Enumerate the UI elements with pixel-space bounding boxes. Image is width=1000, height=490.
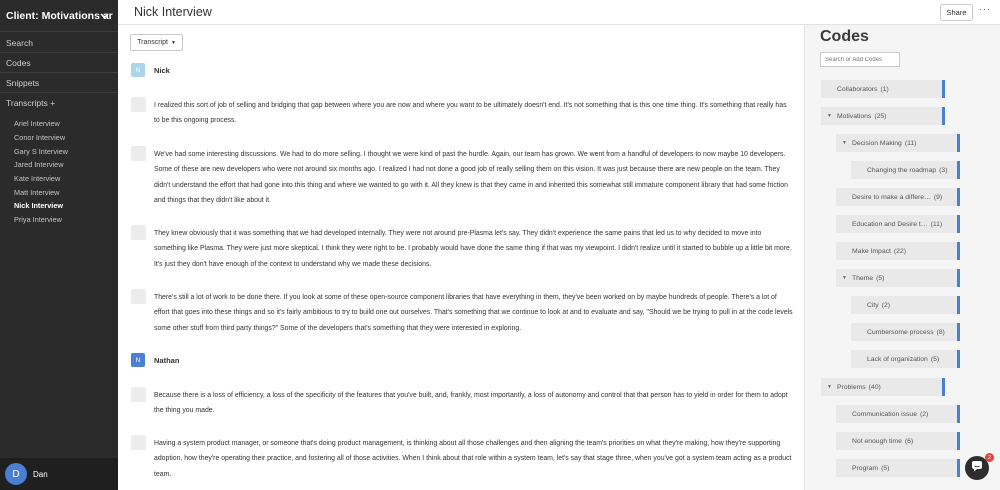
client-switcher[interactable] [0, 0, 118, 32]
code-color-bar [957, 161, 960, 179]
expand-triangle-icon[interactable]: ▼ [842, 140, 847, 146]
paragraph-checkbox[interactable] [131, 435, 146, 450]
code-item[interactable] [821, 107, 945, 125]
code-item[interactable] [836, 405, 960, 423]
code-color-bar [957, 350, 960, 368]
more-options-icon[interactable]: ··· [979, 4, 991, 14]
transcript-item[interactable]: Conor Interview [14, 133, 66, 143]
code-count: (6) [904, 437, 914, 445]
code-label: City [867, 301, 879, 309]
paragraph-text[interactable]: Having a system product manager, or someone that's doing product management, is thinking about all those challenges and then aligning the team's priorities on what they're making, how they're supporting adoption, how they're operating their practice, and fostering all of those activities. When I think about that role within a system team, let's say that stage three, when you've got a system team acting as a product team. [154, 440, 792, 478]
paragraph-checkbox[interactable] [131, 146, 146, 161]
chat-bubble-icon [971, 459, 983, 477]
page-title: Nick Interview [134, 5, 212, 19]
code-count: (5) [876, 274, 885, 282]
code-color-bar [957, 459, 960, 477]
code-label: Make Impact [852, 247, 891, 255]
code-count: (2) [881, 301, 891, 309]
code-label: Not enough time [852, 437, 902, 445]
code-item[interactable] [836, 269, 960, 287]
transcript-item[interactable]: Gary S Interview [14, 146, 68, 156]
transcript-item[interactable]: Jared Interview [14, 160, 64, 170]
transcript-dropdown-label: Transcript [137, 39, 168, 46]
code-label: Program [852, 464, 879, 472]
code-color-bar [957, 432, 960, 450]
code-count: (1) [880, 85, 889, 93]
code-color-bar [942, 378, 945, 396]
expand-triangle-icon[interactable]: ▼ [827, 384, 832, 390]
code-label: Desire to make a differe… [852, 193, 931, 201]
code-label: Collaborators [837, 85, 878, 93]
code-item[interactable] [851, 296, 960, 314]
code-color-bar [957, 215, 960, 233]
code-color-bar [957, 188, 960, 206]
speaker-nathan [131, 353, 179, 367]
share-button[interactable]: Share [940, 4, 973, 21]
expand-triangle-icon[interactable]: ▼ [842, 275, 847, 281]
header [118, 0, 1000, 25]
paragraph-text[interactable]: There's still a lot of work to be done there. If you look at some of these open-source component libraries that have everything in them, they've been worked on by maybe hundreds of people. There's a lot of effort that goes into these things and so it's fairly ambitious to try to build one out ourselves. That's something that we continue to look at and to evaluate and say, "Should we be trying to pull in at the code levels some other stuff from third party things?" Some of the developers that's something that they were interested in exploring. [154, 294, 793, 332]
code-item[interactable] [836, 459, 960, 477]
code-color-bar [957, 296, 960, 314]
codes-panel [805, 25, 1000, 490]
code-item[interactable] [836, 432, 960, 450]
code-label: Motivations [836, 112, 872, 120]
transcript-item[interactable]: Matt Interview [14, 187, 60, 197]
code-label: Problems [836, 383, 866, 391]
transcript-dropdown[interactable] [130, 34, 183, 51]
paragraph-checkbox[interactable] [131, 225, 146, 240]
code-label: Changing the roadmap [867, 166, 937, 174]
code-label: Theme [851, 274, 874, 282]
paragraph-text[interactable]: Because there is a loss of efficiency, a loss of the specificity of the features that you've built, and, frankly, most importantly, a loss of autonomy and control that that person has to yield in order for them to adopt the thing you made. [154, 392, 788, 415]
speaker-name: Nick [154, 65, 170, 75]
client-title: Client: Motivations ar [6, 9, 113, 22]
code-label: Cumbersome process [867, 328, 934, 336]
chevron-down-icon [100, 11, 109, 21]
transcript-item-active[interactable]: Nick Interview [14, 201, 64, 211]
transcript-pane [118, 25, 804, 490]
paragraph-text[interactable]: We've had some interesting discussions. We had to do more selling. I thought we were kind of past the hurdle. Again, our team has grown. We went from a handful of developers to now maybe 10 developers. Some of these are new developers who were not around six months ago. I realized I had not done a good job of really selling them on this vision. It was just because there are new people on the team. They didn't understand the effort that had gone into this thing and where we wanted to go with it. All they knew is that they came in and inherited this somewhat still immature component library that had some friction and things that they didn't like about it. [154, 151, 788, 205]
code-color-bar [957, 242, 960, 260]
nav-snippets[interactable]: Snippets [0, 73, 118, 93]
paragraph-checkbox[interactable] [131, 289, 146, 304]
codes-title: Codes [820, 28, 869, 45]
code-count: (25) [874, 112, 887, 120]
code-count: (2) [919, 410, 929, 418]
speaker-name: Nathan [154, 355, 180, 365]
code-label: Education and Desire t… [852, 220, 928, 228]
caret-down-icon: ▼ [170, 39, 176, 46]
code-label: Lack of organization [867, 355, 928, 363]
code-color-bar [957, 134, 960, 152]
code-item[interactable] [836, 188, 960, 206]
code-color-bar [957, 269, 960, 287]
user-menu[interactable] [0, 458, 118, 490]
code-count: (9) [933, 193, 943, 201]
speaker-avatar: N [131, 353, 145, 367]
code-color-bar [957, 323, 960, 341]
code-count: (11) [904, 139, 917, 147]
code-item[interactable] [821, 378, 945, 396]
nav-codes[interactable]: Codes [0, 53, 118, 73]
code-item[interactable] [851, 161, 960, 179]
expand-triangle-icon[interactable]: ▼ [827, 113, 832, 119]
code-item[interactable] [851, 350, 960, 368]
speaker-nick [131, 63, 170, 77]
code-count: (11) [930, 220, 943, 228]
transcript-list [0, 113, 118, 227]
code-count: (8) [936, 328, 945, 336]
code-search-input[interactable] [820, 52, 900, 67]
transcript-item[interactable]: Ariel Interview [14, 119, 60, 129]
code-label: Communication issue [852, 410, 917, 418]
code-item[interactable] [851, 323, 960, 341]
code-label: Decision Making [851, 139, 902, 147]
paragraph-checkbox[interactable] [131, 387, 146, 402]
speaker-avatar: N [131, 63, 145, 77]
user-name: Dan [33, 469, 48, 479]
transcript-item[interactable]: Priya Interview [14, 215, 62, 225]
paragraph-text[interactable]: They knew obviously that it was something that we had developed internally. They were not around pre-Plasma let's say. They didn't experience the same pains that led us to why decided to move into something like Plasma. They were just more skeptical. I think they were right to be. I probably would have done the same thing if that was my viewpoint. I didn't realize until it started to bubble up a little bit more. It's just they don't have enough of the context to understand why we made these decisions. [154, 230, 792, 268]
transcript-item[interactable]: Kate Interview [14, 174, 61, 184]
code-color-bar [942, 107, 945, 125]
code-item[interactable] [836, 134, 960, 152]
code-count: (5) [881, 464, 890, 472]
code-count: (5) [930, 355, 940, 363]
code-item[interactable] [836, 215, 960, 233]
nav-transcripts[interactable]: Transcripts + [6, 98, 56, 108]
paragraph-text[interactable]: I realized this sort of job of selling and bridging that gap between where you are now and where you want to be ultimately doesn't end. It's not something that is this one time thing. It's something that really has to be this ongoing process. [154, 102, 787, 125]
code-count: (3) [939, 166, 948, 174]
code-item[interactable] [821, 80, 945, 98]
code-color-bar [942, 80, 945, 98]
paragraph-checkbox[interactable] [131, 97, 146, 112]
avatar: D [5, 463, 27, 485]
nav-search[interactable]: Search [0, 33, 118, 53]
notification-badge: 2 [985, 453, 994, 462]
code-item[interactable] [836, 242, 960, 260]
code-color-bar [957, 405, 960, 423]
sidebar [0, 0, 118, 490]
code-count: (40) [868, 383, 881, 391]
code-count: (22) [893, 247, 906, 255]
